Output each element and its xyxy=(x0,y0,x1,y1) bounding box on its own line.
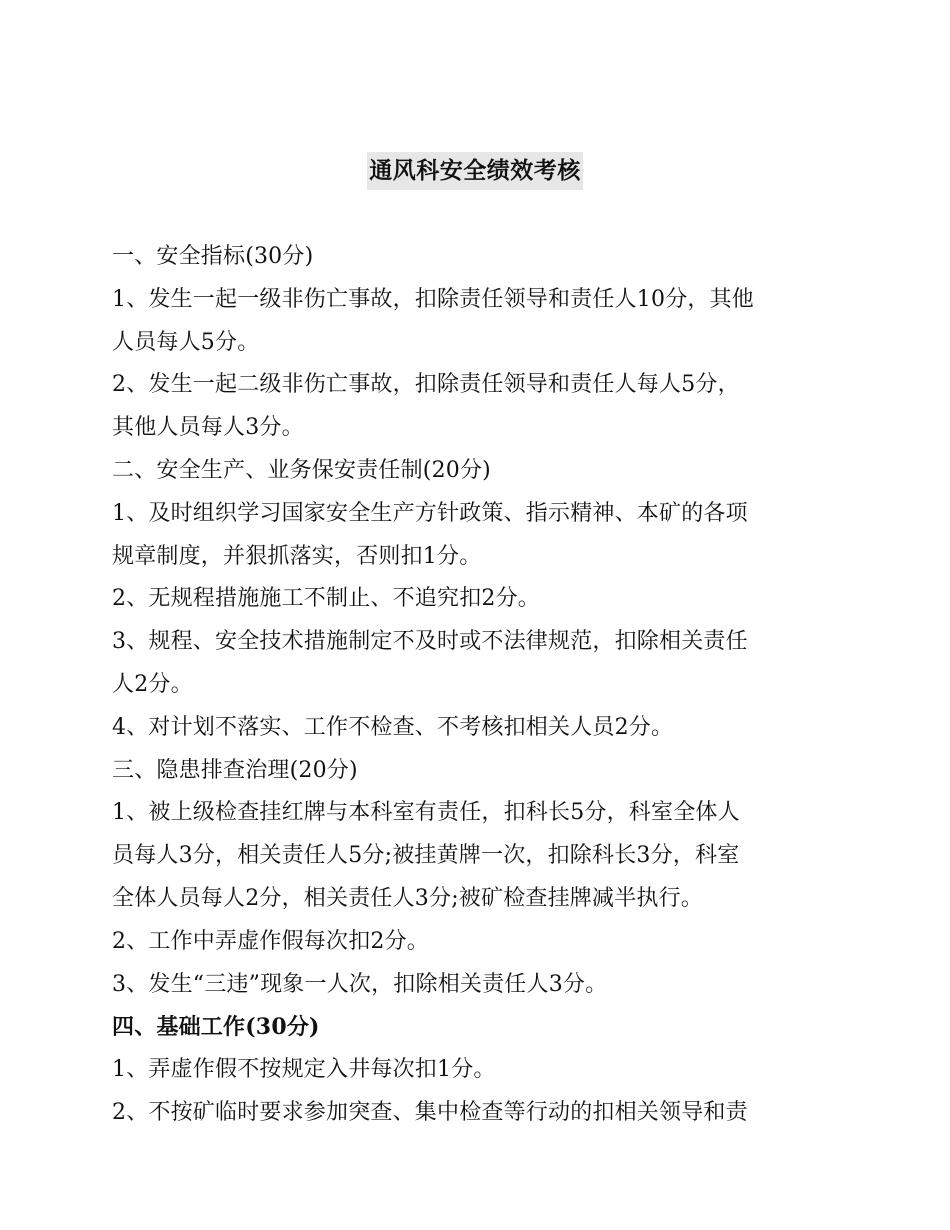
text-line: 2、发生一起二级非伤亡事故，扣除责任领导和责任人每人5分， xyxy=(112,372,740,398)
title-container xyxy=(0,152,950,190)
text-line: 二、安全生产、业务保安责任制(20分) xyxy=(112,457,491,483)
text-line: 4、对计划不落实、工作不检查、不考核扣相关人员2分。 xyxy=(112,714,674,740)
text-line: 3、规程、安全技术措施制定不及时或不法律规范，扣除相关责任 xyxy=(112,629,748,655)
text-line: 1、被上级检查挂红牌与本科室有责任，扣科长5分，科室全体人 xyxy=(112,800,740,826)
text-line: 员每人3分，相关责任人5分;被挂黄牌一次，扣除科长3分，科室 xyxy=(112,843,740,869)
text-line: 全体人员每人2分，相关责任人3分;被矿检查挂牌减半执行。 xyxy=(112,885,704,911)
text-line: 2、工作中弄虚作假每次扣2分。 xyxy=(112,928,429,954)
document-body xyxy=(112,236,842,1135)
text-line: 规章制度，并狠抓落实，否则扣1分。 xyxy=(112,543,482,569)
text-line: 人员每人5分。 xyxy=(112,329,260,355)
text-line: 其他人员每人3分。 xyxy=(112,415,304,441)
text-line: 2、无规程措施施工不制止、不追究扣2分。 xyxy=(112,586,540,612)
document-title: 通风科安全绩效考核 xyxy=(367,152,583,190)
text-line: 3、发生“三违”现象一人次，扣除相关责任人3分。 xyxy=(112,971,608,997)
text-line: 一、安全指标(30分) xyxy=(112,244,314,269)
text-line: 1、及时组织学习国家安全生产方针政策、指示精神、本矿的各项 xyxy=(112,500,748,526)
text-line: 人2分。 xyxy=(112,671,193,697)
text-line: 1、弄虚作假不按规定入井每次扣1分。 xyxy=(112,1057,496,1083)
text-line: 2、不按矿临时要求参加突查、集中检查等行动的扣相关领导和责 xyxy=(112,1099,748,1125)
text-line: 1、发生一起一级非伤亡事故，扣除责任领导和责任人10分，其他 xyxy=(112,286,754,312)
text-line: 三、隐患排查治理(20分) xyxy=(112,757,358,783)
text-line: 四、基础工作(30分) xyxy=(112,1014,320,1041)
